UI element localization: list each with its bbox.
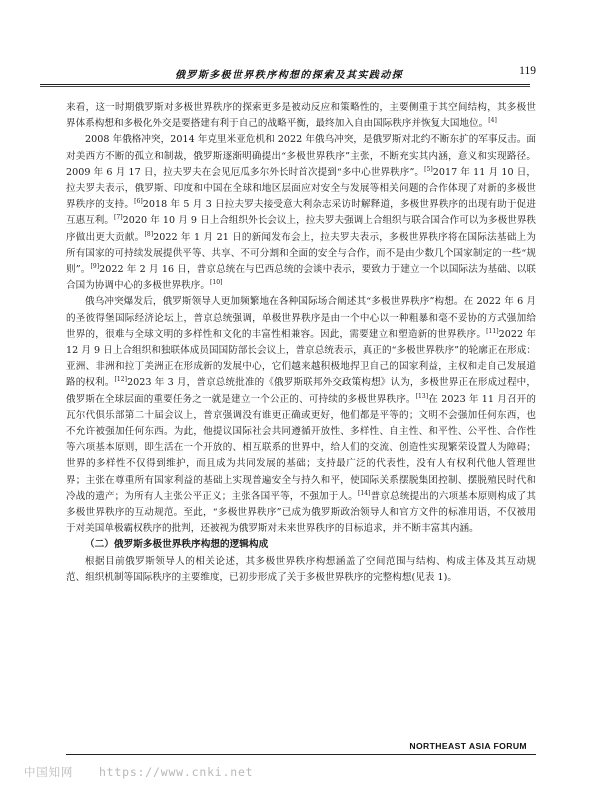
citation-mark: [13] — [415, 392, 429, 400]
text-run: 2022 年 1 月 21 日的新闻发布会上，拉夫罗夫表示，多极世界秩序将在国际法基础上为所有国家的可持续发展提供平等、共享、不可分割和全面的安全与合作，而不是由少数几个国家制定的一些“规则”。 — [66, 231, 536, 276]
section-heading: （二）俄罗斯多极世界秩序构想的逻辑构成 — [85, 539, 269, 551]
text-run: 2017 年 11 月 10 日，拉夫罗夫表示，俄罗斯、印度和中国在全球和地区层面应对安全与发展等相关问题的合作体现了对新的多极世界秩序的支持。 — [66, 166, 536, 211]
text-run: 2020 年 10 月 9 日上合组织外长会议上，拉夫罗夫强调上合组织与联合国合作可以为多极世界秩序做出更大贡献。 — [66, 215, 537, 243]
header-rule — [40, 84, 530, 85]
citation-mark: [5] — [424, 165, 433, 173]
text-run: 2018 年 5 月 3 日拉夫罗夫接受意大利杂志采访时解释道，多极世界秩序的出现有助于促进互惠互利。 — [66, 199, 536, 227]
paragraph-after-conflict — [66, 294, 536, 537]
text-run: 普京总统提出的六项基本原则构成了其多极世界秩序的互动规范。至此，“多极世界秩序”已成为俄罗斯政治领导人和官方文件的标准用语，不仅被用于对美国单极霸权秩序的批判，还被视为俄罗斯对未来世界秩序的目标追求，并不断丰富其内涵。 — [66, 490, 536, 535]
citation-mark: [12] — [114, 376, 128, 384]
watermark-brand: 中国知网 — [24, 765, 74, 779]
cnki-watermark — [24, 764, 253, 780]
paragraph-conflicts — [66, 132, 536, 294]
text-run: 俄乌冲突爆发后，俄罗斯领导人更加频繁地在各种国际场合阐述其“多极世界秩序”构想。在 2022 年 6 月的圣彼得堡国际经济论坛上，普京总统强调，单极世界秩序是由一个中心以一种粗暴和毫不妥协的方式强加给世界的，很难与全球文明的多样性和文化的丰富性相兼容。因此，需要建立和塑造新的世界秩序。 — [66, 296, 536, 340]
citation-mark: [6] — [134, 198, 143, 206]
citation-mark: [10] — [209, 279, 223, 287]
page-number: 119 — [519, 65, 536, 77]
citation-mark: [11] — [486, 327, 499, 335]
paragraph-final: 根据目前俄罗斯领导人的相关论述，其多极世界秩序构想涵盖了空间范围与结构、构成主体及其互动规范、组织机制等国际秩序的主要维度，已初步形成了关于多极世界秩序的完整构想(见表 1)。 — [66, 555, 536, 583]
text-run: 在 2023 年 11 月召开的瓦尔代俱乐部第二十届会议上，普京强调没有谁更正确或更好，他们都是平等的；文明不会强加任何东西，也不允许被强加任何东西。为此，他提议国际社会共同遵循开放性、多样性、自主性、和平性、公平性、合作性等六项基本原则，即生活在一个开放的、相互联系的世界中，给人们的交流、创造性实现繁荣设置人为障碍；世界的多样性不仅得到维护，而且成为共同发展的基础；支持最广泛的代表性，没有人有权利代他人管理世界；主张在尊重所有国家利益的基础上实现普遍安全与持久和平，使国际关系摆脱集团控制、摆脱殖民时代和冷战的遗产；为所有人主张公平正义；主张各国平等，不强加于人。 — [66, 393, 536, 502]
citation-mark: [14] — [358, 489, 371, 497]
footer-rule — [66, 754, 536, 755]
journal-name: NORTHEAST ASIA FORUM — [409, 741, 527, 751]
citation-mark: [9] — [90, 263, 100, 271]
citation-mark: [8] — [144, 230, 154, 238]
text-run: 来看，这一时期俄罗斯对多极世界秩序的探索更多是被动反应和策略性的，主要侧重于其空间结构，其多极世界体系构想和多极化外交是要搭建有利于自己的战略平衡，最终加入自由国际秩序并恢复大国地位。 — [66, 102, 536, 130]
watermark-url: https://www.cnki.net — [98, 765, 254, 779]
text-run: 2022 年 12 月 9 日上合组织和独联体成员国国防部长会议上，普京总统表示，真正的“多极世界秩序”的轮廓正在形成：亚洲、非洲和拉丁美洲正在形成新的发展中心，它们越来越积极地捍卫自己的国家利益，主权和走自己发展道路的权利。 — [66, 328, 536, 389]
citation-mark: [7] — [113, 214, 123, 222]
body-text — [66, 100, 536, 586]
text-run: 2008 年俄格冲突，2014 年克里米亚危机和 2022 年俄乌冲突，是俄罗斯对北约不断东扩的军事反击。面对美西方不断的孤立和制裁，俄罗斯逐渐明确提出“多极世界秩序”主张，不断充实其内涵，意义和实现路径。2009 年 6 月 17 日，拉夫罗夫在会见厄瓜多尔外长时首次提到“多中心世界秩序”。 — [66, 134, 536, 178]
text-run: 2023 年 3 月，普京总统批准的《俄罗斯联邦外交政策构想》认为，多极世界正在形成过程中，俄罗斯在全球层面的重要任务之一就是建立一个公正的、可持续的多极世界秩序。 — [66, 377, 536, 405]
paragraph-continued — [66, 100, 536, 132]
text-run: 2022 年 2 月 16 日，普京总统在与巴西总统的会谈中表示，要致力于建立一个以国际法为基础、以联合国为协调中心的多极世界秩序。 — [66, 264, 536, 292]
header-rule-thin — [40, 86, 530, 87]
citation-mark: [4] — [488, 117, 497, 125]
running-header-title: 俄罗斯多极世界秩序构想的探索及其实践动探 — [175, 70, 403, 81]
